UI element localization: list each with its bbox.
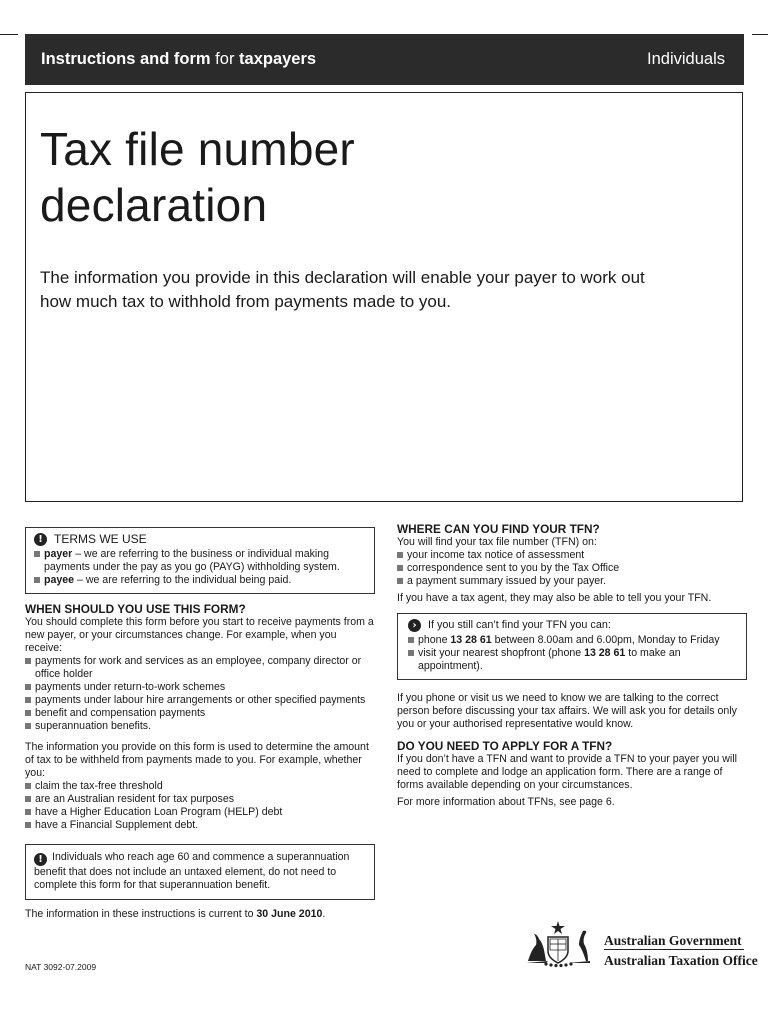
document-title (40, 121, 355, 233)
list-item: your income tax notice of assessment (397, 549, 747, 562)
when-intro: You should complete this form before you start to receive payments from a new payer, or your circumstances change. For example, when you receive: (25, 616, 374, 654)
list-item: superannuation benefits. (25, 720, 375, 733)
tax-agent-text: If you have a tax agent, they may also be able to tell you your TFN. (397, 592, 712, 604)
term-name: payer (44, 548, 73, 560)
list-item: have a Higher Education Loan Program (HELP) debt (25, 806, 375, 819)
current-date: 30 June 2010 (256, 908, 323, 920)
title-box (25, 92, 743, 502)
title-line-2: declaration (40, 179, 268, 231)
intro-text: The information you provide in this declaration will enable your payer to work out how much tax to withhold from payments made to you. (40, 268, 645, 311)
header-bar (25, 34, 744, 85)
terms-box-header (34, 533, 366, 546)
age-note-text: Individuals who reach age 60 and commence a superannuation benefit that does not include an untaxed element, do not need to complete this form for that superannuation benefit. (34, 851, 350, 891)
list-item (408, 634, 736, 647)
still-list (408, 634, 736, 673)
list-item (34, 548, 366, 574)
visit-text-a: visit your nearest shopfront (phone (418, 647, 585, 659)
phone-text-b: between 8.00am and 6.00pm, Monday to Friday (491, 634, 720, 646)
title-line-1: Tax file number (40, 123, 355, 175)
terms-list (34, 548, 366, 587)
phone-text-a: phone (418, 634, 451, 646)
exclamation-icon: ! (34, 853, 47, 866)
logo-divider (604, 949, 744, 950)
where-intro: You will find your tax file number (TFN) on: (397, 536, 597, 548)
list-item: are an Australian resident for tax purposes (25, 793, 375, 806)
list-item: have a Financial Supplement debt. (25, 819, 375, 832)
list-item (34, 574, 366, 587)
list-item: benefit and compensation payments (25, 707, 375, 720)
where-heading: WHERE CAN YOU FIND YOUR TFN? (397, 522, 600, 536)
apply-text: If you don’t have a TFN and want to provide a TFN to your payer you will need to complete and lodge an application form. There are a range of forms available depending on your circumstances. (397, 753, 737, 791)
apply-heading: DO YOU NEED TO APPLY FOR A TFN? (397, 739, 613, 753)
when-heading: WHEN SHOULD YOU USE THIS FORM? (25, 602, 246, 616)
current-date-note (25, 908, 375, 921)
current-end: . (322, 908, 326, 920)
list-item: payments under labour hire arrangements or other specified payments (25, 694, 375, 707)
logo-line-1: Australian Government (604, 933, 742, 948)
header-title-part3: taxpayers (239, 50, 317, 68)
list-item: claim the tax-free threshold (25, 780, 375, 793)
form-code: NAT 3092-07.2009 (25, 962, 97, 972)
visit-text-b: to make an appointment). (418, 647, 681, 672)
government-logo (524, 917, 758, 969)
terms-box (25, 527, 375, 594)
phone-number: 13 28 61 (450, 634, 492, 646)
when-list-2 (25, 780, 375, 832)
left-column (25, 527, 375, 921)
crop-mark-top-right (752, 34, 768, 35)
list-item: payments under return-to-work schemes (25, 681, 375, 694)
list-item: payments for work and services as an employee, company director or office holder (25, 655, 375, 681)
visit-phone-number: 13 28 61 (584, 647, 626, 659)
age-note-box (25, 844, 375, 900)
still-box-header (408, 619, 736, 632)
where-list (397, 549, 747, 588)
header-category: Individuals (647, 50, 725, 68)
terms-heading: TERMS WE USE (54, 532, 147, 546)
arrow-right-icon: › (408, 619, 421, 632)
header-title-part1: Instructions and form (41, 50, 211, 68)
current-text: The information in these instructions is current to (25, 908, 257, 920)
phone-visit-text: If you phone or visit us we need to know we are talking to the correct person before discussing your tax affairs. We will ask you for details only you or your authorised representative would know. (397, 692, 737, 730)
when-list (25, 655, 375, 733)
crop-mark-top-left (0, 34, 18, 35)
list-item (408, 647, 736, 673)
list-item: a payment summary issued by your payer. (397, 575, 747, 588)
header-title (41, 50, 316, 69)
header-title-part2: for (210, 50, 240, 68)
term-definition: – we are referring to the individual being paid. (74, 574, 292, 586)
coat-of-arms-icon (524, 917, 592, 969)
right-column (397, 522, 747, 809)
term-name: payee (44, 574, 75, 586)
still-cant-find-box (397, 613, 747, 680)
when-para2: The information you provide on this form is used to determine the amount of tax to be withheld from payments made to you. For example, whether you: (25, 741, 369, 779)
more-info-text: For more information about TFNs, see page 6. (397, 796, 615, 808)
still-heading: If you still can’t find your TFN you can: (428, 619, 611, 631)
logo-line-2: Australian Taxation Office (604, 953, 758, 968)
logo-text (604, 931, 758, 971)
term-definition: – we are referring to the business or individual making payments under the pay as you go (PAYG) withholding system. (44, 548, 340, 573)
list-item: correspondence sent to you by the Tax Office (397, 562, 747, 575)
exclamation-icon: ! (34, 533, 47, 546)
